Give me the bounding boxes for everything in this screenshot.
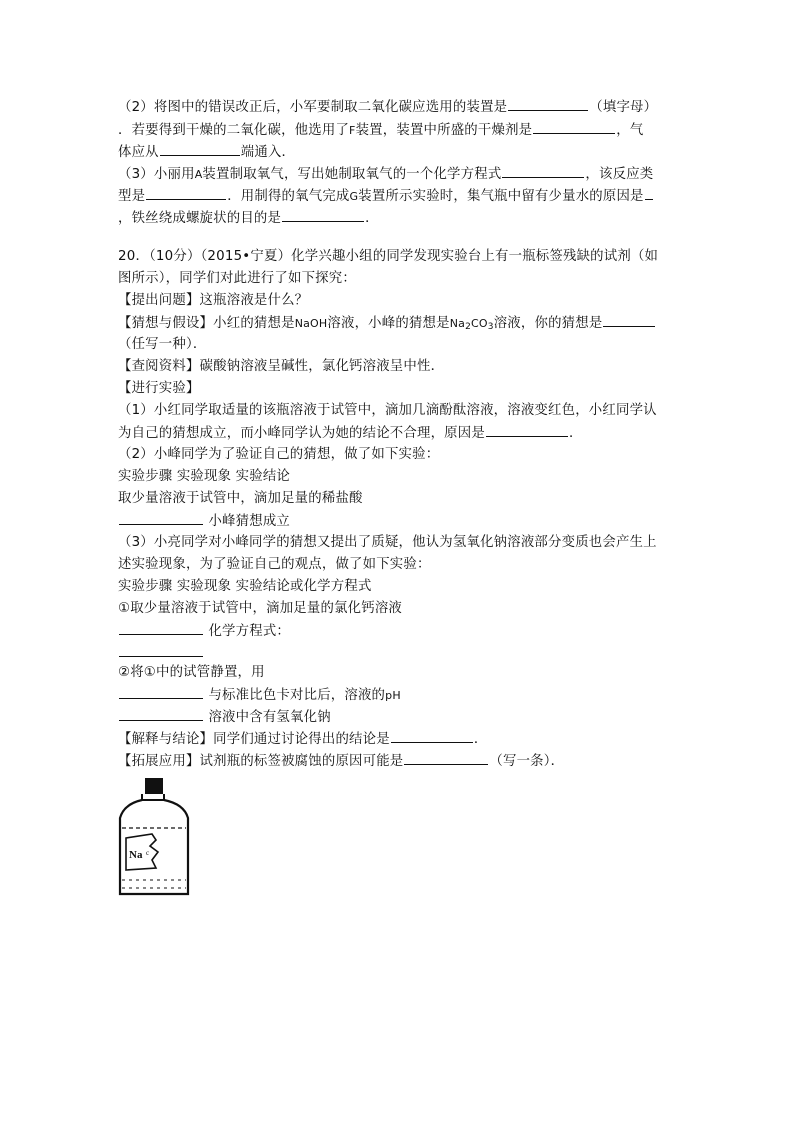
q20-line-10 [118, 446, 439, 464]
q19-text: ，该反应类 [585, 167, 654, 182]
answer-blank[interactable] [603, 314, 655, 327]
q20-line-7 [118, 380, 200, 398]
label-c-text: c [146, 849, 150, 857]
formula-subscript: 2 [465, 322, 472, 332]
ph-label: pH [385, 689, 401, 702]
q20-text: 【拓展应用】试剂瓶的标签被腐蚀的原因可能是 [118, 754, 404, 769]
q19-text: ，气 [616, 123, 644, 138]
q20-text: （3）小亮同学对小峰同学的猜想又提出了质疑，他认为氢氧化钠溶液部分变质也会产生上 [118, 535, 657, 550]
answer-blank[interactable] [119, 708, 203, 721]
bottle-neck [142, 794, 164, 800]
q20-text: 【提出问题】这瓶溶液是什么？ [118, 293, 309, 308]
q20-text: 溶液，小峰的猜想是 [327, 316, 450, 331]
q19-text: 体应从 [118, 145, 159, 160]
q20-line-24 [118, 752, 564, 771]
formula-part: Na [449, 317, 466, 330]
answer-blank[interactable] [486, 424, 568, 437]
answer-blank[interactable] [508, 98, 588, 111]
q19-line-4 [118, 165, 653, 184]
q20-text: 化学方程式： [208, 624, 291, 639]
q20-line-18 [118, 622, 290, 641]
answer-blank[interactable] [502, 165, 584, 178]
q19-line-6 [118, 209, 379, 228]
q20-line-15 [118, 556, 431, 574]
answer-blank[interactable] [404, 752, 488, 765]
q19-text: 型是 [118, 189, 146, 204]
question-number: 20． [118, 249, 150, 264]
q20-line-14 [118, 534, 657, 552]
q20-line-9 [118, 424, 583, 443]
q20-text: （2）小峰同学为了验证自己的猜想，做了如下实验： [118, 447, 440, 462]
q20-line-12 [118, 490, 363, 508]
q20-text: 【查阅资料】碳酸钠溶液呈碱性，氯化钙溶液呈中性． [118, 359, 445, 374]
answer-blank[interactable] [119, 512, 203, 525]
q20-text: ． [473, 732, 488, 747]
formula-subscript: 3 [487, 322, 494, 332]
label-na-text: Na [129, 849, 143, 861]
q20-line-16 [118, 578, 372, 596]
bottle-stopper [145, 778, 163, 794]
q20-text: 与标准比色卡对比后，溶液的 [208, 688, 386, 703]
q19-text: （填字母） [589, 100, 658, 115]
q20-line-2 [118, 270, 356, 288]
q19-line-1 [118, 98, 657, 117]
q20-text: （1）小红同学取适量的该瓶溶液于试管中，滴加几滴酚酞溶液，溶液变红色，小红同学认 [118, 403, 657, 418]
q19-text: （2）将图中的错误改正后，小军要制取二氧化碳应选用的装置是 [118, 100, 508, 115]
answer-blank[interactable] [119, 622, 203, 635]
answer-blank[interactable] [160, 143, 240, 156]
q19-text: 装置，装置中所盛的干燥剂是 [355, 123, 533, 138]
q20-text: （任写一种）． [118, 337, 207, 352]
q20-text: 【解释与结论】同学们通过讨论得出的结论是 [118, 732, 390, 747]
q20-text: 为自己的猜想成立，而小峰同学认为她的结论不合理，原因是 [118, 426, 485, 441]
q20-line-5 [118, 336, 206, 354]
table-header-text: 实验步骤 实验现象 实验结论 [118, 469, 290, 484]
q20-line-19 [118, 644, 204, 663]
q19-text: ．若要得到干燥的二氧化碳，他选用了 [118, 123, 350, 138]
q20-text: ①取少量溶液于试管中，滴加足量的氯化钙溶液 [118, 601, 403, 616]
answer-blank[interactable] [282, 209, 364, 222]
answer-blank[interactable] [119, 686, 203, 699]
reagent-bottle-figure [112, 776, 194, 900]
q20-line-8 [118, 402, 657, 420]
device-letter: G [349, 190, 359, 203]
answer-blank[interactable] [146, 187, 226, 200]
q20-text: （写一条）． [489, 754, 565, 769]
q20-line-23 [118, 730, 487, 749]
q20-text: 述实验现象，为了验证自己的观点，做了如下实验： [118, 557, 431, 572]
q20-line-11 [118, 468, 290, 486]
q20-text: 图所示），同学们对此进行了如下探究： [118, 271, 356, 286]
q19-line-5 [118, 187, 654, 206]
answer-blank[interactable] [391, 730, 473, 743]
q20-text: 溶液中含有氢氧化钠 [208, 710, 331, 725]
q20-text: 取少量溶液于试管中，滴加足量的稀盐酸 [118, 491, 363, 506]
q19-text: 装置制取氧气，写出她制取氧气的一个化学方程式 [202, 167, 502, 182]
q20-text: 【猜想与假设】小红的猜想是 [118, 316, 295, 331]
answer-blank[interactable] [533, 121, 615, 134]
q20-text: （10分）（2015•宁夏）化学兴趣小组的同学发现实验台上有一瓶标签残缺的试剂（如 [149, 249, 659, 264]
q19-text: 装置所示实验时，集气瓶中留有少量水的原因是 [358, 189, 644, 204]
q20-line-21 [118, 686, 401, 705]
q20-text: ②将①中的试管静置，用 [118, 665, 265, 680]
answer-blank[interactable] [645, 187, 653, 200]
formula-part: CO [471, 317, 488, 330]
q19-text: 端通入． [240, 145, 296, 160]
q20-text: 【进行实验】 [118, 381, 200, 396]
q20-line-6 [118, 358, 444, 376]
q20-line-20 [118, 664, 265, 682]
table-header-text: 实验步骤 实验现象 实验结论或化学方程式 [118, 579, 372, 594]
q20-text: ． [568, 426, 583, 441]
q19-text: ．用制得的氧气完成 [227, 189, 350, 204]
device-letter: F [349, 124, 356, 137]
q19-line-3 [118, 143, 295, 162]
q20-line-3 [118, 292, 308, 310]
q20-line-1 [118, 248, 658, 266]
formula-naoh: NaOH [294, 317, 328, 330]
q20-line-4 [118, 314, 656, 336]
q20-line-22 [118, 708, 331, 727]
q20-line-17 [118, 600, 402, 618]
answer-blank[interactable] [119, 644, 203, 657]
q19-line-2 [118, 121, 643, 140]
device-letter: A [194, 168, 203, 181]
q20-text: 小峰猜想成立 [208, 514, 291, 529]
q19-text: ，铁丝绕成螺旋状的目的是 [118, 211, 282, 226]
q20-line-13 [118, 512, 290, 531]
formula-na2co3 [450, 317, 494, 330]
q20-text: 溶液，你的猜想是 [493, 316, 603, 331]
q19-text: ． [365, 211, 379, 226]
q19-text: （3）小丽用 [118, 167, 195, 182]
